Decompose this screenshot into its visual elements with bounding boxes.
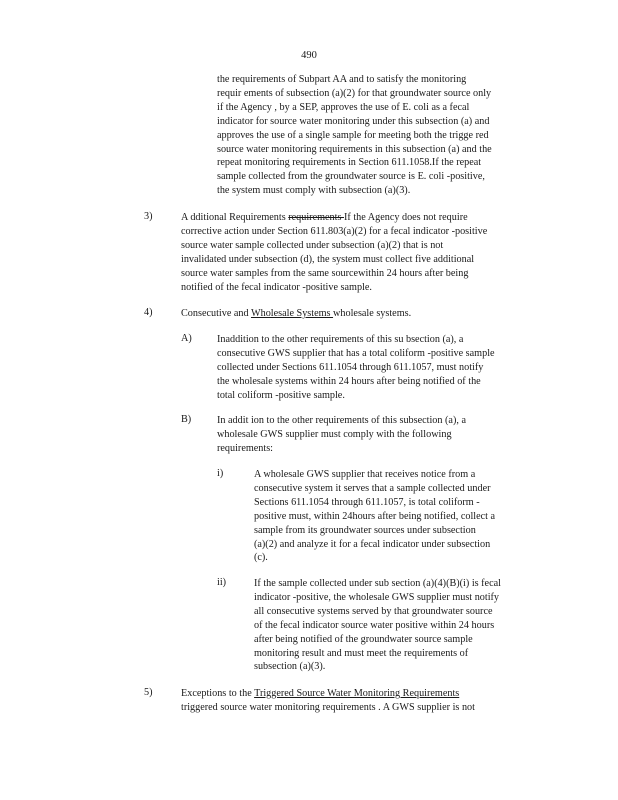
text-line: positive must, within 24hours after being notified, collect a xyxy=(254,510,496,522)
text-line: if the Agency , by a SEP, approves the use of E. coli as a fecal xyxy=(217,101,470,113)
text-line: sample from its groundwater sources under subsection xyxy=(254,524,476,536)
item-3-number: 3) xyxy=(144,211,153,222)
item-a-label: A) xyxy=(181,333,192,344)
text-line: consecutive system it serves that a sample collected under xyxy=(254,482,491,494)
text-line: Inaddition to the other requirements of this su bsection (a), a xyxy=(217,334,464,345)
item-b-ii-label: ii) xyxy=(217,577,227,588)
text-line: source water sample collected under subsection (a)(2) that is not xyxy=(181,239,444,251)
text-line: source water monitoring requirements in this subsection (a) and the xyxy=(217,143,492,155)
text-line: In addit ion to the other requirements of this subsection (a), a xyxy=(217,415,466,426)
text-line: Sections 611.1054 through 611.1057, is total coliform - xyxy=(254,496,480,508)
item-b-label: B) xyxy=(181,414,192,425)
item-3-paragraph xyxy=(181,211,487,294)
item-5-paragraph xyxy=(181,687,475,715)
text-line: wholesale GWS supplier must comply with the following xyxy=(217,428,452,440)
item-4-heading: Consecutive and Wholesale Systems wholesale systems. xyxy=(181,308,412,319)
text-line: collected under Sections 611.1054 through 611.1057, must notify xyxy=(217,361,484,373)
text-line: (c). xyxy=(254,552,268,564)
text-line: notified of the fecal indicator -positive sample. xyxy=(181,281,372,293)
text-line: monitoring result and must meet the requirements of xyxy=(254,647,469,659)
text-line: of the fecal indicator source water positive within 24 hours xyxy=(254,619,495,631)
text-line: corrective action under Section 611.803(a)(2) for a fecal indicator -positive xyxy=(181,225,488,237)
item-5-number: 5) xyxy=(144,687,153,698)
text-line: source water samples from the same sourcewithin 24 hours after being xyxy=(181,267,469,279)
text-line: (a)(2) and analyze it for a fecal indicator under subsection xyxy=(254,538,491,550)
text-line: invalidated under subsection (d), the system must collect five additional xyxy=(181,253,475,265)
text-line: approves the use of a single sample for meeting both the trigge red xyxy=(217,129,489,141)
item-a-paragraph xyxy=(217,333,495,403)
text-line: indicator for source water monitoring under this subsection (a) and xyxy=(217,115,490,127)
item-b-i-label: i) xyxy=(217,468,224,479)
text-line: repeat monitoring requirements in Section 611.1058.If the repeat xyxy=(217,157,482,169)
item-b-i-paragraph xyxy=(254,468,495,565)
text-line: subsection (a)(3). xyxy=(254,661,326,673)
underlined-text: Triggered Source Water Monitoring Requirements xyxy=(254,688,460,699)
text-line: the requirements of Subpart AA and to satisfy the monitoring xyxy=(217,74,467,85)
text-line: triggered source water monitoring requirements . A GWS supplier is not xyxy=(181,701,475,713)
text-line: the wholesale systems within 24 hours after being notified of the xyxy=(217,375,481,387)
text-line: requir ements of subsection (a)(2) for that groundwater source only xyxy=(217,87,492,99)
text-line: all consecutive systems served by that groundwater source xyxy=(254,605,493,617)
text-line: A wholesale GWS supplier that receives notice from a xyxy=(254,469,476,480)
page-number: 490 xyxy=(301,50,317,61)
text-line: total coliform -positive sample. xyxy=(217,389,345,401)
item-4-number: 4) xyxy=(144,307,153,318)
text-line: If the sample collected under sub section (a)(4)(B)(i) is fecal xyxy=(254,578,501,589)
item-b-paragraph xyxy=(217,414,466,456)
text-line: Exceptions to the Triggered Source Water Monitoring Requirements xyxy=(181,688,460,699)
text-line: the system must comply with subsection (a)(3). xyxy=(217,185,411,197)
text-line: A dditional Requirements requirements If the Agency does not require xyxy=(181,212,468,223)
continuation-paragraph xyxy=(217,73,492,198)
underlined-text: Wholesale Systems xyxy=(250,308,334,319)
text-line: requirements: xyxy=(217,442,274,454)
text-line: after being notified of the groundwater source sample xyxy=(254,633,473,645)
text-line: consecutive GWS supplier that has a total coliform -positive sample xyxy=(217,347,495,359)
item-b-ii-paragraph xyxy=(254,577,501,674)
struck-text: requirements xyxy=(288,212,344,223)
text-line: sample collected from the groundwater source is E. coli -positive, xyxy=(217,171,485,183)
text-line: indicator -positive, the wholesale GWS supplier must notify xyxy=(254,591,500,603)
